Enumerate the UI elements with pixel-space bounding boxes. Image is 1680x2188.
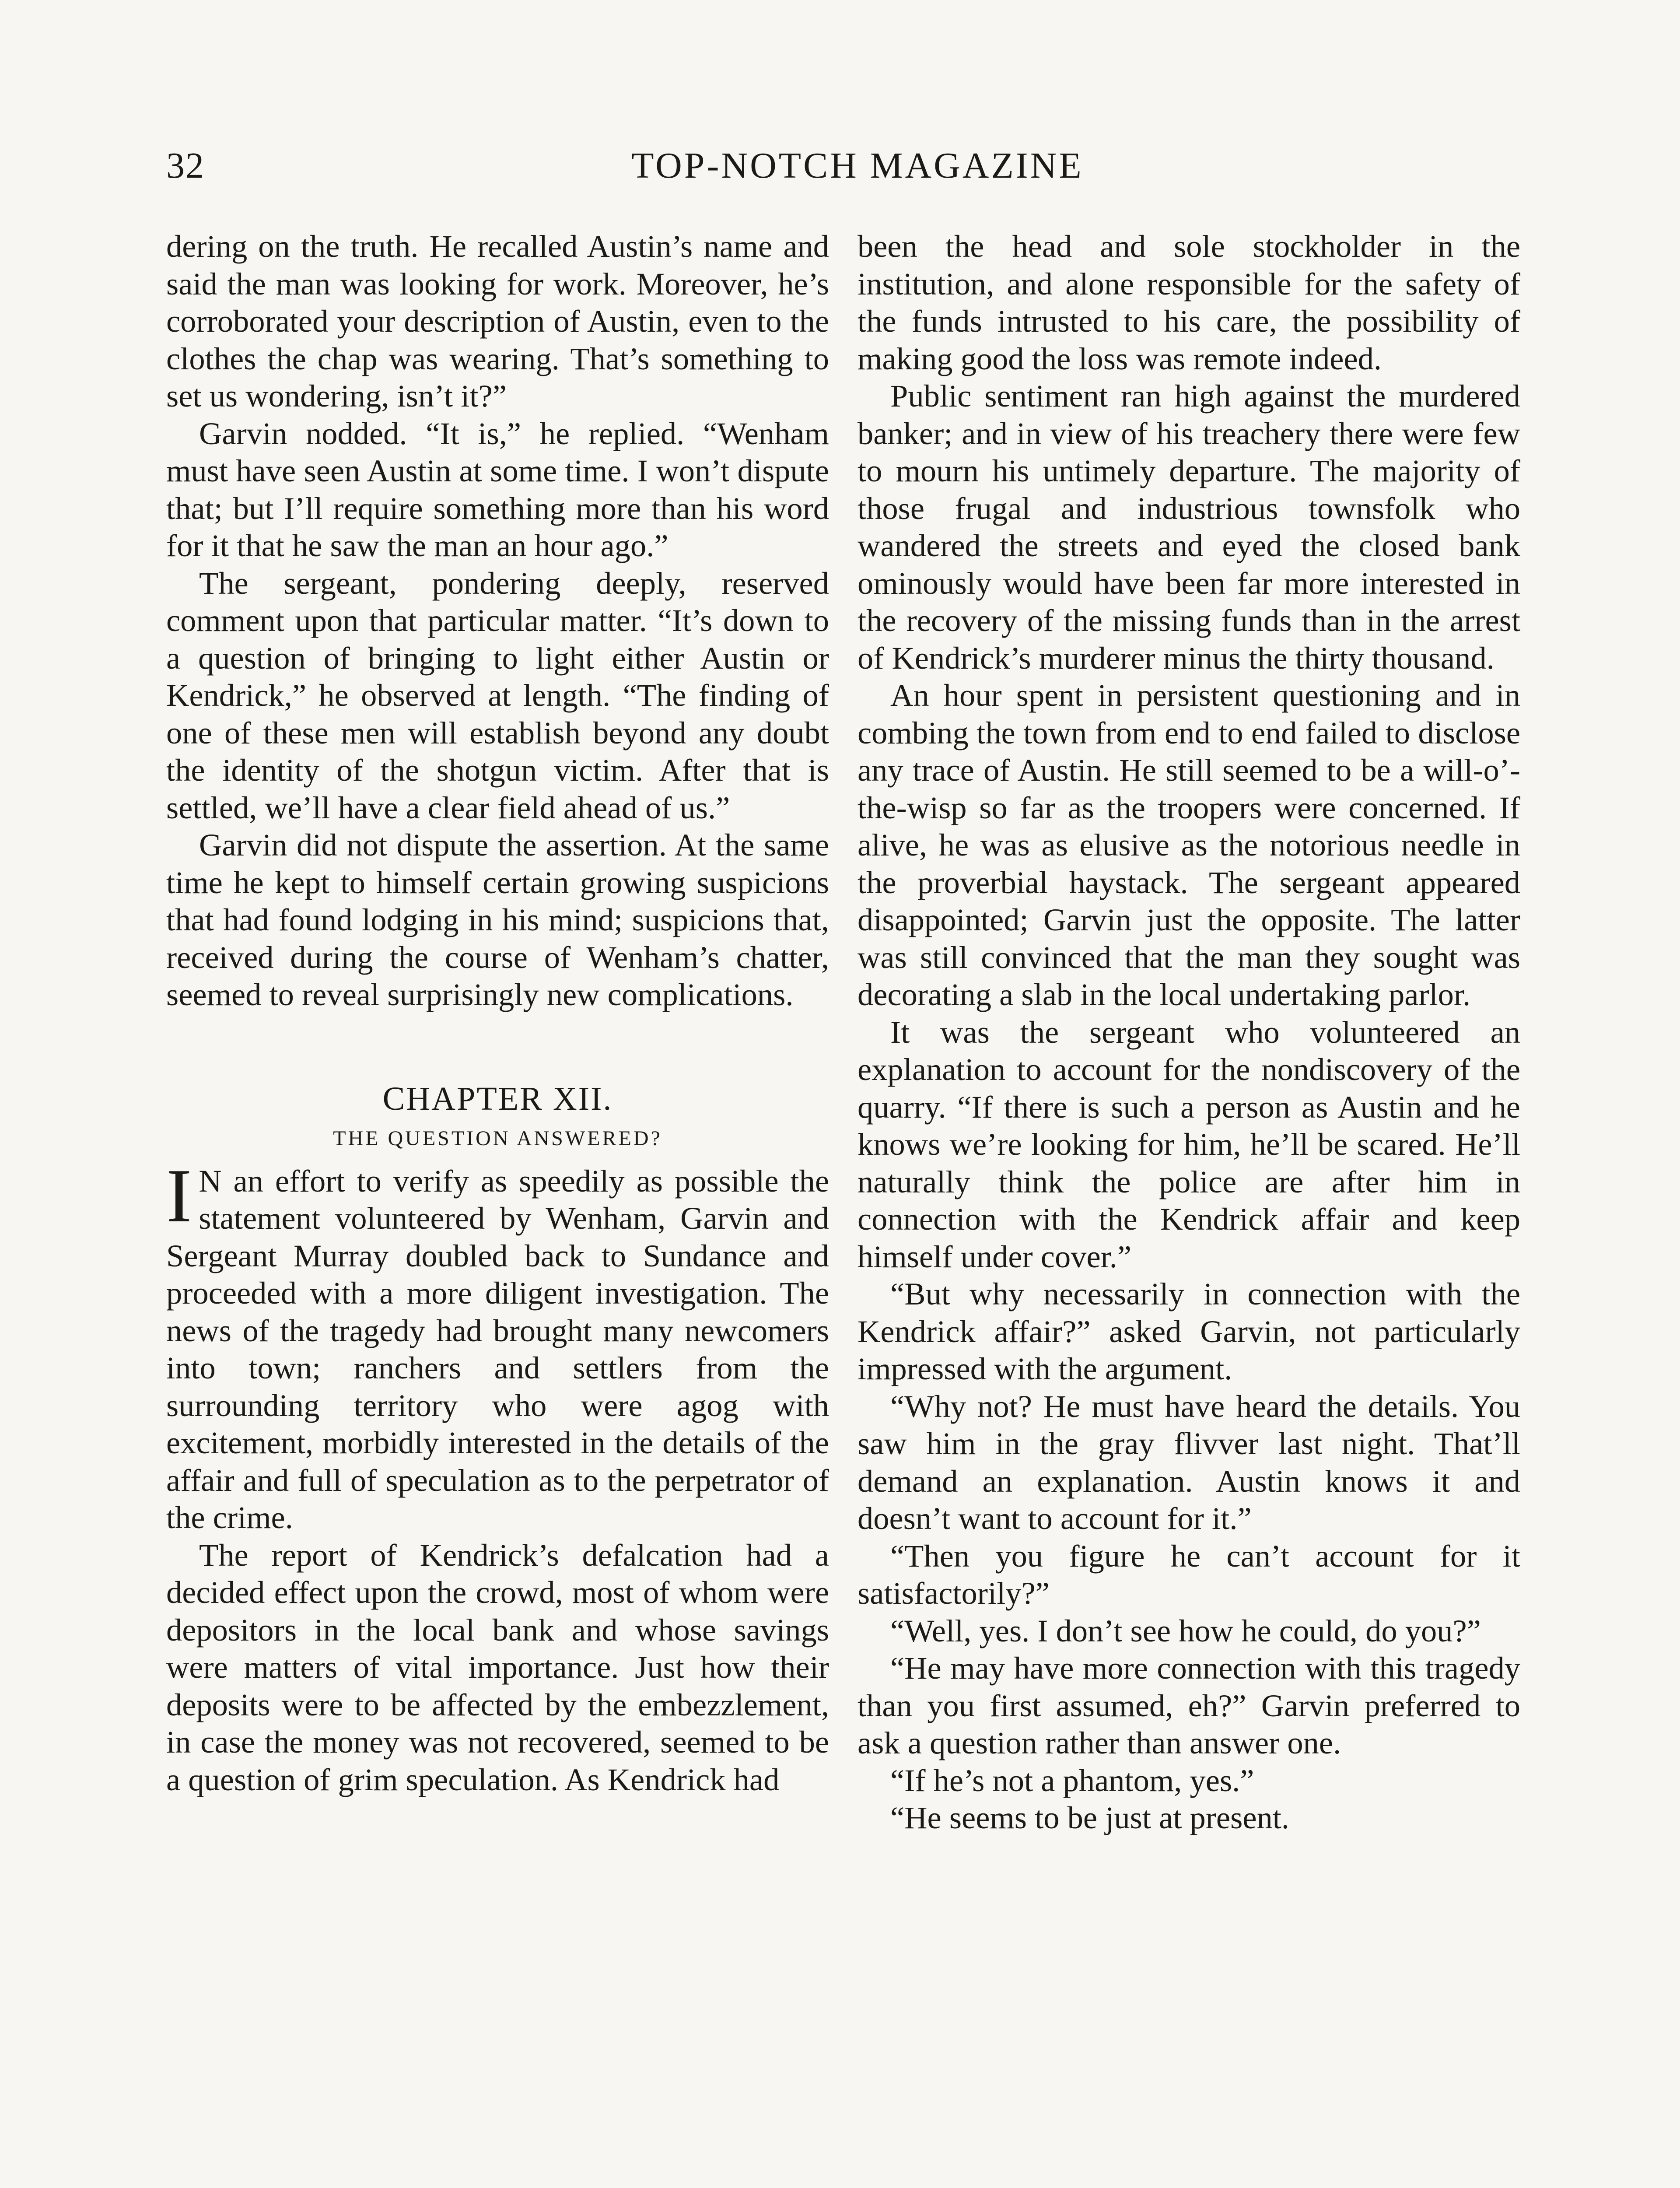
paragraph: An hour spent in persistent questioning and in combing the town from end to end failed to disclose any trace of Austin. He still seemed to be a will-o’-the-wisp so far as the troopers were concerned. If alive, he was as elusive as the notorious needle in the proverbial haystack. The sergeant appeared disappointed; Garvin just the opposite. The latter was still convinced that the man they sought was decorating a slab in the local undertaking parlor. xyxy=(858,677,1520,1012)
page-number: 32 xyxy=(166,145,205,186)
paragraph: Garvin did not dispute the assertion. At the same time he kept to himself certain growing suspicions that had found lodging in his mind; suspicions that, received during the course of Wenham’s chatter, seemed to reveal surprisingly new complications. xyxy=(166,827,829,1012)
chapter-title: CHAPTER XII. xyxy=(382,1080,613,1117)
paragraph: “He seems to be just at present. xyxy=(890,1800,1290,1835)
right-column xyxy=(858,228,1520,1837)
paragraph: It was the sergeant who volunteered an explanation to account for the nondiscovery of the quarry. “If there is such a person as Austin and he knows we’re looking for him, he’ll be scared. He’ll naturally think the police are after him in connection with the Kendrick affair and keep himself under cover.” xyxy=(858,1014,1520,1274)
paragraph: “Then you figure he can’t account for it satisfactorily?” xyxy=(858,1538,1520,1611)
left-column xyxy=(166,228,829,1798)
paragraph-text: N an effort to verify as speedily as possible the statement volunteered by Wenham, Garvin and Sergeant Murray doubled back to Sundance and proceeded with a more diligent investigation. The news of the tragedy had brought many newcomers into town; ranchers and settlers from the surrounding territory who were agog with excitement, morbidly interested in the details of the affair and full of speculation as to the perpetrator of the crime. xyxy=(166,1163,829,1535)
page-header xyxy=(166,144,1549,201)
paragraph: The report of Kendrick’s defalcation had a decided effect upon the crowd, most of whom were depositors in the local bank and whose savings were matters of vital importance. Just how their deposits were to be affected by the embezzlement, in case the money was not recovered, seemed to be a question of grim speculation. As Kendrick had xyxy=(166,1537,829,1797)
paragraph: “Well, yes. I don’t see how he could, do you?” xyxy=(890,1613,1481,1648)
drop-cap: I xyxy=(166,1153,192,1238)
paragraph: dering on the truth. He recalled Austin’s name and said the man was looking for work. Moreover, he’s corroborated your description of Austin, even to the clothes the chap was wearing. That’s something to set us wondering, isn’t it?” xyxy=(166,228,829,414)
paragraph: The sergeant, pondering deeply, reserved comment upon that particular matter. “It’s down to a question of bringing to light either Austin or Kendrick,” he observed at length. “The finding of one of these men will establish beyond any doubt the identity of the shotgun victim. After that is settled, we’ll have a clear field ahead of us.” xyxy=(166,565,829,825)
magazine-title: TOP-NOTCH MAGAZINE xyxy=(631,145,1084,186)
chapter-opening-paragraph xyxy=(166,1153,829,1536)
paragraph: been the head and sole stockholder in the institution, and alone responsible for the safety of the funds intrusted to his care, the possibility of making good the loss was remote indeed. xyxy=(858,228,1520,376)
chapter-heading xyxy=(166,1079,829,1156)
paragraph: “Why not? He must have heard the details. You saw him in the gray flivver last night. That’ll demand an explanation. Austin knows it and doesn’t want to account for it.” xyxy=(858,1388,1520,1536)
paragraph: “If he’s not a phantom, yes.” xyxy=(890,1762,1254,1798)
chapter-subtitle: THE QUESTION ANSWERED? xyxy=(333,1126,662,1150)
paragraph: “But why necessarily in connection with the Kendrick affair?” asked Garvin, not particularly impressed with the argument. xyxy=(858,1276,1520,1386)
paragraph: Public sentiment ran high against the murdered banker; and in view of his treachery there were few to mourn his untimely departure. The majority of those frugal and industrious townsfolk who wandered the streets and eyed the closed bank ominously would have been far more interested in the recovery of the missing funds than in the arrest of Kendrick’s murderer minus the thirty thousand. xyxy=(858,378,1520,676)
paragraph: “He may have more connection with this tragedy than you first assumed, eh?” Garvin preferred to ask a question rather than answer one. xyxy=(858,1650,1520,1760)
paragraph: Garvin nodded. “It is,” he replied. “Wenham must have seen Austin at some time. I won’t dispute that; but I’ll require something more than his word for it that he saw the man an hour ago.” xyxy=(166,415,829,563)
